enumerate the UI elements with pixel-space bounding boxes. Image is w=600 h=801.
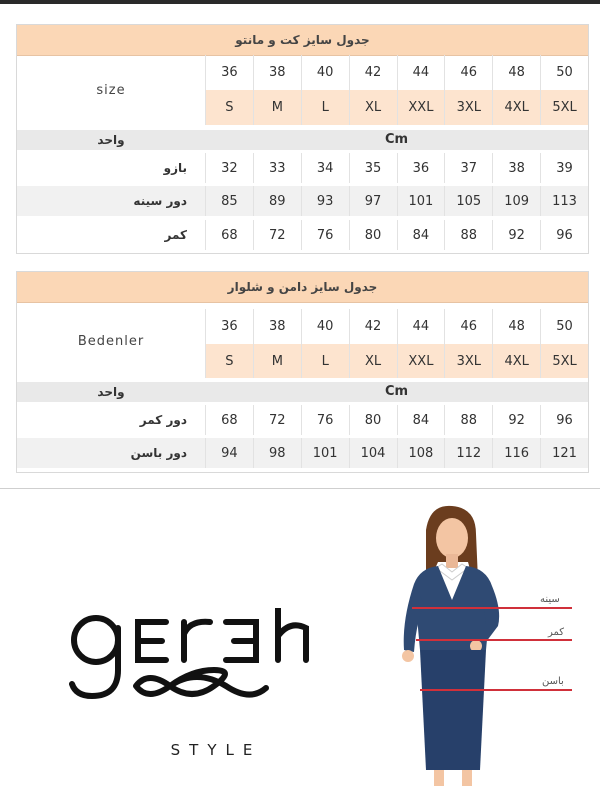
value-cell: 76 (301, 405, 349, 435)
size-row-label: Bedenler (77, 334, 145, 349)
value-cell: 68 (205, 405, 253, 435)
size-cell: 46 (444, 55, 492, 90)
value-cell: 93 (301, 186, 349, 216)
value-cell: 37 (444, 153, 492, 183)
value-cell: 88 (444, 220, 492, 250)
size-cell: 42 (349, 309, 397, 344)
hip-label: باسن (542, 676, 564, 687)
value-cell: 33 (253, 153, 301, 183)
value-cell: 38 (492, 153, 540, 183)
letter-sizes-row (205, 90, 588, 125)
numeric-sizes-row (205, 309, 588, 344)
size-cell: 48 (492, 55, 540, 90)
size-cell: 36 (205, 55, 253, 90)
value-cell: 84 (397, 405, 445, 435)
measure-row-waist (17, 405, 588, 435)
letter-cell: M (253, 344, 301, 378)
size-cell: 38 (253, 55, 301, 90)
value-cell: 108 (397, 438, 445, 468)
letter-cell: M (253, 90, 301, 125)
value-cell: 94 (205, 438, 253, 468)
value-cell: 80 (349, 405, 397, 435)
table-title: جدول سایز کت و مانتو (17, 25, 588, 56)
letter-cell: 5XL (540, 90, 588, 125)
measure-row-chest (17, 186, 588, 216)
value-cell: 84 (397, 220, 445, 250)
letter-cell: S (205, 90, 253, 125)
letter-cell: 3XL (444, 90, 492, 125)
top-border (0, 0, 600, 4)
value-cell: 96 (540, 220, 588, 250)
value-cell: 92 (492, 405, 540, 435)
value-cell: 113 (540, 186, 588, 216)
size-row-label: size (96, 83, 126, 98)
size-cell: 44 (397, 55, 445, 90)
value-cell: 97 (349, 186, 397, 216)
size-cell: 46 (444, 309, 492, 344)
size-cell: 40 (301, 55, 349, 90)
value-cell: 101 (397, 186, 445, 216)
value-cell: 121 (540, 438, 588, 468)
value-cell: 89 (253, 186, 301, 216)
value-cell: 35 (349, 153, 397, 183)
value-cell: 76 (301, 220, 349, 250)
value-cell: 85 (205, 186, 253, 216)
measure-label: بازو (163, 161, 187, 175)
measure-row-hip (17, 438, 588, 468)
unit-row (17, 382, 588, 402)
letter-cell: XL (349, 344, 397, 378)
measure-label: دور باسن (130, 446, 187, 460)
letter-cell: XXL (397, 90, 445, 125)
value-cell: 98 (253, 438, 301, 468)
unit-label: واحد (97, 133, 125, 147)
table-title: جدول سایز دامن و شلوار (17, 272, 588, 303)
letter-cell: 4XL (492, 90, 540, 125)
face-shape (436, 518, 468, 558)
left-hand-shape (402, 650, 414, 662)
measure-label: دور کمر (139, 413, 187, 427)
letter-cell: 5XL (540, 344, 588, 378)
value-cell: 72 (253, 405, 301, 435)
size-cell: 50 (540, 309, 588, 344)
measure-label: دور سینه (133, 194, 187, 208)
size-cell: 50 (540, 55, 588, 90)
letter-sizes-row (205, 344, 588, 378)
value-cell: 88 (444, 405, 492, 435)
value-cell: 32 (205, 153, 253, 183)
size-cell: 42 (349, 55, 397, 90)
measure-row-arm (17, 153, 588, 183)
size-cell: 48 (492, 309, 540, 344)
jacket-size-table (16, 24, 589, 254)
value-cell: 116 (492, 438, 540, 468)
right-leg-shape (462, 770, 472, 786)
letter-cell: L (301, 90, 349, 125)
value-cell: 92 (492, 220, 540, 250)
skirt-pants-size-table (16, 271, 589, 473)
neck-shape (446, 554, 458, 568)
chest-label: سینه (540, 594, 560, 605)
letter-cell: XL (349, 90, 397, 125)
size-cell: 38 (253, 309, 301, 344)
value-cell: 36 (397, 153, 445, 183)
value-cell: 109 (492, 186, 540, 216)
size-cell: 44 (397, 309, 445, 344)
value-cell: 101 (301, 438, 349, 468)
size-cell: 36 (205, 309, 253, 344)
value-cell: 68 (205, 220, 253, 250)
letter-cell: L (301, 344, 349, 378)
skirt-shape (420, 650, 486, 770)
left-leg-shape (434, 770, 444, 786)
value-cell: 96 (540, 405, 588, 435)
measurement-figure (390, 500, 600, 790)
measure-label: کمر (164, 228, 187, 242)
value-cell: 80 (349, 220, 397, 250)
numeric-sizes-row (205, 55, 588, 90)
value-cell: 105 (444, 186, 492, 216)
unit-value: Cm (384, 132, 409, 147)
value-cell: 104 (349, 438, 397, 468)
unit-label: واحد (97, 385, 125, 399)
letter-cell: XXL (397, 344, 445, 378)
unit-row (17, 130, 588, 150)
brand-tagline: STYLE (170, 741, 262, 759)
letter-cell: 4XL (492, 344, 540, 378)
value-cell: 34 (301, 153, 349, 183)
brand-logo (66, 608, 366, 728)
measure-row-waist (17, 220, 588, 250)
section-divider (0, 488, 600, 489)
letter-cell: 3XL (444, 344, 492, 378)
value-cell: 39 (540, 153, 588, 183)
waist-label: کمر (548, 627, 565, 638)
size-cell: 40 (301, 309, 349, 344)
unit-value: Cm (384, 384, 409, 399)
value-cell: 112 (444, 438, 492, 468)
value-cell: 72 (253, 220, 301, 250)
letter-cell: S (205, 344, 253, 378)
